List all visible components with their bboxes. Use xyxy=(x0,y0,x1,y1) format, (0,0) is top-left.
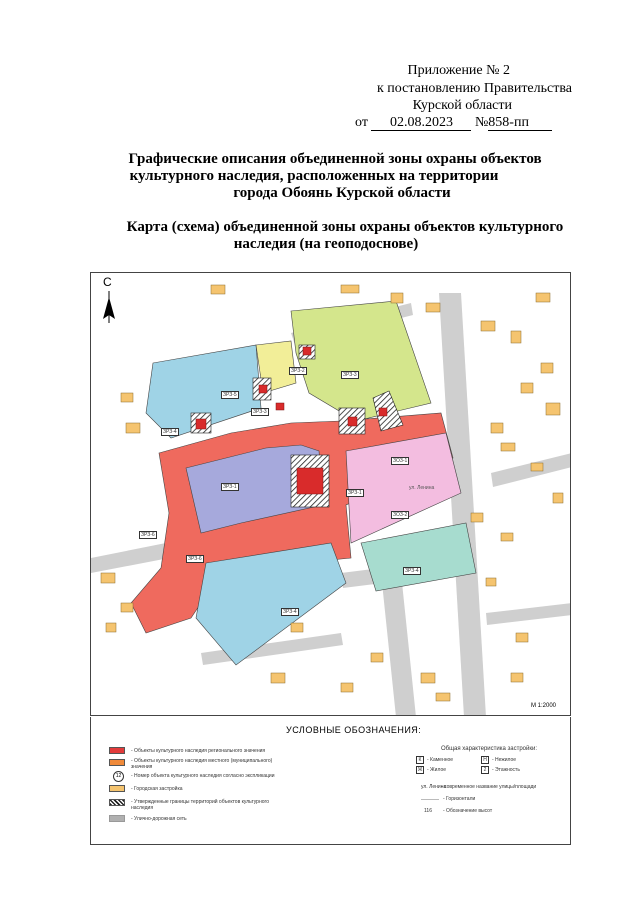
zone-label: ЗРЗ-6 xyxy=(141,532,155,538)
subtitle-line2: наследия (на геоподоснове) xyxy=(233,236,419,252)
legend-right-title: Общая характеристика застройки: xyxy=(441,746,537,752)
appendix-line1: Приложение № 2 xyxy=(407,63,510,78)
number-label: № xyxy=(474,115,489,130)
legend-item-building: - Городская застройка xyxy=(131,786,183,792)
north-label: С xyxy=(103,275,112,289)
legend-street-text: - современное название улицы/площади xyxy=(441,784,537,790)
map-svg xyxy=(91,273,571,716)
legend-height-value: 116 xyxy=(424,808,432,814)
legend-title: УСЛОВНЫЕ ОБОЗНАЧЕНИЯ: xyxy=(286,725,422,735)
subtitle-line1: Карта (схема) объединенной зоны охраны объектов культурного xyxy=(126,219,564,235)
scale-label: М 1:2000 xyxy=(531,703,557,709)
decree-date: 02.08.2023 xyxy=(371,115,471,131)
legend-swatch-road xyxy=(109,815,125,822)
legend-street-example: ул. Ленина xyxy=(421,784,447,790)
decree-number: 858-пп xyxy=(488,115,552,131)
north-arrow-icon xyxy=(103,291,115,323)
zone-label: ЗРЗ-4 xyxy=(283,609,297,615)
zone-label: ЗРЗ-6 xyxy=(188,556,202,562)
zone-map[interactable] xyxy=(90,272,571,716)
legend-item-road: - Улично-дорожная сеть xyxy=(131,816,187,822)
legend-k-text: - Каменное xyxy=(427,757,454,763)
zone-label: ЗРЗ-2 xyxy=(291,368,305,374)
zone-label: ЗРЗ-1 xyxy=(223,484,237,490)
legend-item-local: - Объекты культурного наследия местного (муниципального) значения xyxy=(131,758,273,770)
legend-n-box: Н xyxy=(481,756,489,764)
title-line3: города Обоянь Курской области xyxy=(233,185,451,201)
zone-label: ЗРЗ-1 xyxy=(348,490,362,496)
legend-k-box: К xyxy=(416,756,424,764)
title-line1: Графические описания объединенной зоны охраны объектов xyxy=(128,151,542,167)
zone-label: ЗРЗ-5 xyxy=(223,392,237,398)
legend-n-text: - Нежилое xyxy=(492,757,517,763)
legend-swatch-building xyxy=(109,785,125,792)
from-label: от xyxy=(355,115,368,130)
legend-swatch-regional xyxy=(109,747,125,754)
legend-swatch-local xyxy=(109,759,125,766)
legend-item-regional: - Объекты культурного наследия регионального значения xyxy=(131,748,266,754)
legend-two-text: - Этажность xyxy=(492,767,520,773)
zone-label: ЗРЗ-3 xyxy=(253,409,267,415)
legend-panel xyxy=(90,717,571,845)
legend-two-box: 2 xyxy=(481,766,489,774)
appendix-line4 xyxy=(355,114,565,131)
title-line2: культурного наследия, расположенных на территории xyxy=(129,168,499,184)
legend-zh-text: - Жилое xyxy=(427,767,446,773)
legend-horizontals-text: - Горизонтали xyxy=(443,796,476,802)
zone-label: ЗРЗ-3 xyxy=(343,372,357,378)
zone-label: ЗОЗ-2 xyxy=(393,512,408,518)
zone-pink xyxy=(346,433,461,543)
appendix-line3: Курской области xyxy=(412,98,512,113)
legend-item-number: - Номер объекта культурного наследия согласно экспликации xyxy=(131,773,275,779)
zone-label: ЗРЗ-4 xyxy=(405,568,419,574)
street-label: ул. Ленина xyxy=(409,485,435,491)
zone-label: ЗРЗ-4 xyxy=(163,429,177,435)
legend-horizontal-line xyxy=(421,799,439,800)
legend-height-text: - Обозначение высот xyxy=(443,808,493,814)
legend-item-boundary: - Утвержденные границы территорий объектов культурного наследия xyxy=(131,799,269,811)
appendix-line2: к постановлению Правительства xyxy=(376,81,572,96)
zone-green-north xyxy=(291,301,431,421)
legend-marker-number: 12 xyxy=(113,771,124,782)
zone-label: ЗОЗ-1 xyxy=(393,458,408,464)
legend-zh-box: Ж xyxy=(417,767,423,773)
legend-swatch-boundary xyxy=(109,799,125,806)
